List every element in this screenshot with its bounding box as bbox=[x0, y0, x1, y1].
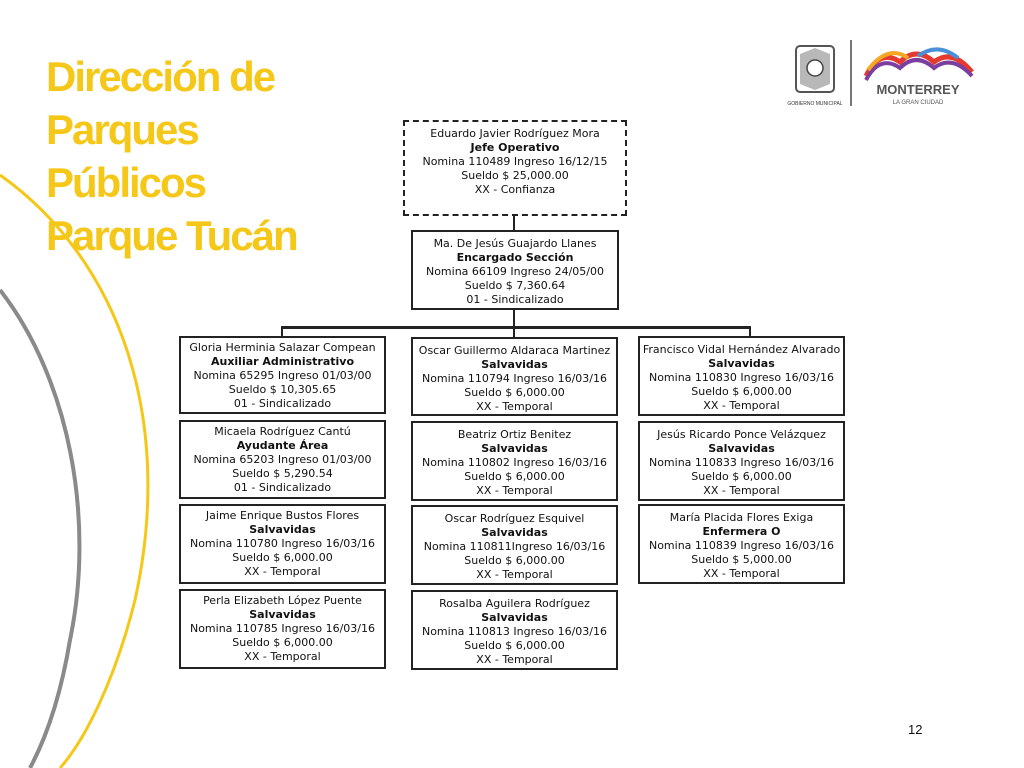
org-box-employee bbox=[411, 337, 618, 416]
employee-nomina: Nomina 65295 Ingreso 01/03/00 bbox=[193, 369, 372, 382]
employee-name: Gloria Herminia Salazar Compean bbox=[189, 341, 376, 354]
seal-caption: GOBIERNO MUNICIPAL bbox=[787, 101, 843, 107]
employee-name: Oscar Rodríguez Esquivel bbox=[444, 512, 585, 525]
employee-tipo: XX - Confianza bbox=[474, 183, 556, 196]
brand-name: MONTERREY bbox=[876, 82, 960, 97]
employee-name: Jaime Enrique Bustos Flores bbox=[205, 509, 360, 522]
monterrey-logo bbox=[858, 40, 983, 108]
connector bbox=[513, 215, 515, 231]
employee-nomina: Nomina 110794 Ingreso 16/03/16 bbox=[421, 372, 608, 385]
employee-role: Enfermera O bbox=[702, 525, 781, 538]
employee-sueldo: Sueldo $ 5,000.00 bbox=[691, 553, 792, 566]
employee-nomina: Nomina 110780 Ingreso 16/03/16 bbox=[189, 537, 376, 550]
org-box-employee bbox=[638, 336, 845, 416]
employee-sueldo: Sueldo $ 10,305.65 bbox=[228, 383, 337, 396]
employee-tipo: XX - Temporal bbox=[703, 484, 780, 497]
org-box-encargado bbox=[411, 230, 619, 310]
employee-sueldo: Sueldo $ 6,000.00 bbox=[232, 636, 333, 649]
employee-nomina: Nomina 110830 Ingreso 16/03/16 bbox=[648, 371, 835, 384]
org-box-employee bbox=[411, 505, 618, 585]
employee-nomina: Nomina 110833 Ingreso 16/03/16 bbox=[648, 456, 835, 469]
employee-name: Eduardo Javier Rodríguez Mora bbox=[430, 127, 600, 140]
employee-tipo: XX - Temporal bbox=[703, 399, 780, 412]
org-box-employee bbox=[638, 421, 845, 501]
title-line: Dirección de bbox=[46, 53, 275, 100]
employee-name: Jesús Ricardo Ponce Velázquez bbox=[657, 428, 826, 441]
employee-sueldo: Sueldo $ 6,000.00 bbox=[464, 639, 565, 652]
employee-sueldo: Sueldo $ 6,000.00 bbox=[464, 386, 565, 399]
employee-tipo: XX - Temporal bbox=[244, 650, 321, 663]
org-box-employee bbox=[411, 590, 618, 670]
employee-sueldo: Sueldo $ 5,290.54 bbox=[232, 467, 333, 480]
employee-nomina: Nomina 110811Ingreso 16/03/16 bbox=[423, 540, 606, 553]
org-box-employee bbox=[411, 421, 618, 501]
org-box-employee bbox=[179, 589, 386, 669]
employee-role: Salvavidas bbox=[708, 442, 775, 455]
org-box-employee bbox=[179, 420, 386, 499]
employee-name: Oscar Guillermo Aldaraca Martinez bbox=[418, 344, 611, 357]
employee-name: Rosalba Aguilera Rodríguez bbox=[439, 597, 590, 610]
page-title bbox=[46, 50, 376, 262]
employee-sueldo: Sueldo $ 6,000.00 bbox=[464, 470, 565, 483]
title-line: Públicos bbox=[46, 159, 206, 206]
employee-nomina: Nomina 110489 Ingreso 16/12/15 bbox=[422, 155, 608, 168]
gray-arc bbox=[0, 290, 79, 768]
org-box-employee bbox=[638, 504, 845, 584]
employee-tipo: XX - Temporal bbox=[476, 400, 553, 413]
title-line: Parque Tucán bbox=[46, 212, 297, 259]
employee-tipo: 01 - Sindicalizado bbox=[233, 481, 332, 494]
employee-role: Salvavidas bbox=[249, 523, 316, 536]
employee-name: Micaela Rodríguez Cantú bbox=[214, 425, 351, 438]
employee-tipo: 01 - Sindicalizado bbox=[466, 293, 564, 306]
connector bbox=[513, 309, 515, 327]
employee-sueldo: Sueldo $ 25,000.00 bbox=[461, 169, 569, 182]
employee-tipo: 01 - Sindicalizado bbox=[233, 397, 332, 410]
employee-sueldo: Sueldo $ 6,000.00 bbox=[232, 551, 333, 564]
employee-role: Auxiliar Administrativo bbox=[210, 355, 355, 368]
employee-role: Salvavidas bbox=[249, 608, 316, 621]
employee-role: Salvavidas bbox=[481, 442, 548, 455]
employee-sueldo: Sueldo $ 6,000.00 bbox=[691, 470, 792, 483]
employee-sueldo: Sueldo $ 6,000.00 bbox=[464, 554, 565, 567]
org-box-employee bbox=[179, 504, 386, 584]
org-box-jefe-operativo bbox=[403, 120, 627, 216]
employee-nomina: Nomina 110785 Ingreso 16/03/16 bbox=[189, 622, 376, 635]
employee-role: Salvavidas bbox=[481, 526, 548, 539]
employee-tipo: XX - Temporal bbox=[476, 484, 553, 497]
employee-nomina: Nomina 110813 Ingreso 16/03/16 bbox=[421, 625, 608, 638]
employee-name: Beatriz Ortiz Benitez bbox=[457, 428, 572, 441]
connector bbox=[281, 326, 751, 329]
brand-tagline: LA GRAN CIUDAD bbox=[892, 100, 944, 106]
employee-nomina: Nomina 66109 Ingreso 24/05/00 bbox=[425, 265, 605, 278]
page-number: 12 bbox=[908, 722, 923, 737]
employee-tipo: XX - Temporal bbox=[703, 567, 780, 580]
employee-nomina: Nomina 110839 Ingreso 16/03/16 bbox=[648, 539, 835, 552]
employee-role: Jefe Operativo bbox=[470, 141, 560, 154]
employee-role: Salvavidas bbox=[481, 611, 548, 624]
employee-nomina: Nomina 110802 Ingreso 16/03/16 bbox=[421, 456, 608, 469]
employee-name: Ma. De Jesús Guajardo Llanes bbox=[433, 237, 597, 250]
employee-tipo: XX - Temporal bbox=[476, 653, 553, 666]
employee-name: Francisco Vidal Hernández Alvarado bbox=[642, 343, 841, 356]
title-line: Parques bbox=[46, 106, 198, 153]
employee-name: María Placida Flores Exiga bbox=[669, 511, 814, 524]
employee-sueldo: Sueldo $ 6,000.00 bbox=[691, 385, 792, 398]
employee-name: Perla Elizabeth López Puente bbox=[203, 594, 362, 607]
logo-divider bbox=[850, 40, 852, 106]
municipal-seal-logo bbox=[786, 40, 846, 108]
employee-sueldo: Sueldo $ 7,360.64 bbox=[464, 279, 566, 292]
employee-tipo: XX - Temporal bbox=[244, 565, 321, 578]
employee-role: Encargado Sección bbox=[456, 251, 574, 264]
employee-role: Ayudante Área bbox=[236, 439, 329, 452]
employee-role: Salvavidas bbox=[481, 358, 548, 371]
employee-tipo: XX - Temporal bbox=[476, 568, 553, 581]
employee-role: Salvavidas bbox=[708, 357, 775, 370]
employee-nomina: Nomina 65203 Ingreso 01/03/00 bbox=[193, 453, 372, 466]
org-box-employee bbox=[179, 336, 386, 414]
